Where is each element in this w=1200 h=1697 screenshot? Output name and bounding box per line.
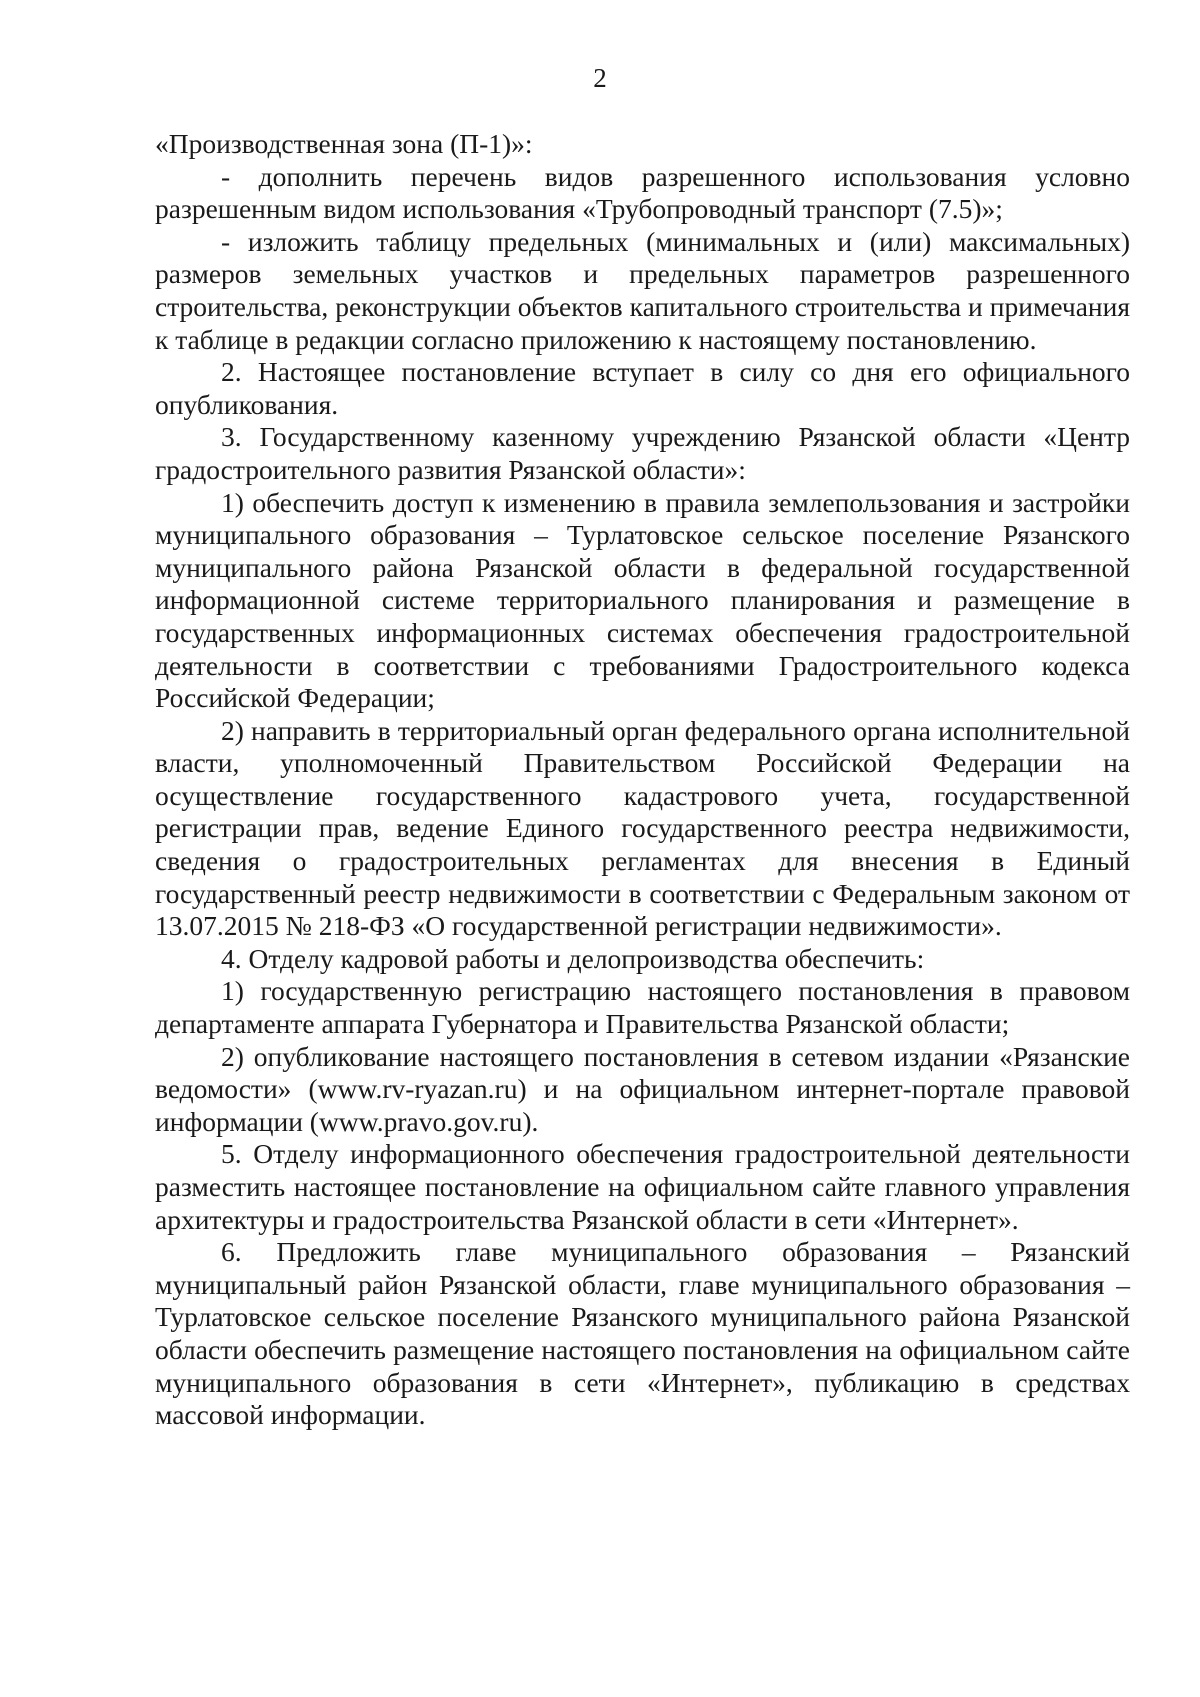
paragraph-item-6: 6. Предложить главе муниципального образования – Рязанский муниципальный район Рязанской области, главе муниципального образования – Турлатовское сельское поселение Рязанского муниципального района Рязанской области обеспечить размещение настоящего постановления на официальном сайте муниципального образования в сети «Интернет», публикацию в средствах массовой информации. bbox=[155, 1236, 1130, 1431]
zone-heading-paragraph: «Производственная зона (П-1)»: bbox=[155, 128, 533, 159]
paragraph-item-5: 5. Отделу информационного обеспечения градостроительной деятельности разместить настоящее постановление на официальном сайте главного управления архитектуры и градостроительства Рязанской области в сети «Интернет». bbox=[155, 1138, 1130, 1235]
paragraph-item-4-1: 1) государственную регистрацию настоящего постановления в правовом департаменте аппарата Губернатора и Правительства Рязанской области; bbox=[155, 975, 1130, 1040]
page-number: 2 bbox=[593, 63, 607, 93]
paragraph-item-3-2: 2) направить в территориальный орган федерального органа исполнительной власти, уполномоченный Правительством Российской Федерации на осуществление государственного кадастрового учета, государственной регистрации прав, ведение Единого государственного реестра недвижимости, сведения о градостроительных регламентах для внесения в Единый государственный реестр недвижимости в соответствии с Федеральным законом от 13.07.2015 № 218-ФЗ «О государственной регистрации недвижимости». bbox=[155, 714, 1130, 942]
paragraph-item-4: 4. Отделу кадровой работы и делопроизводства обеспечить: bbox=[221, 942, 925, 974]
paragraph-item-2: 2. Настоящее постановление вступает в силу со дня его официального опубликования. bbox=[155, 356, 1130, 420]
paragraph-item-4-2: 2) опубликование настоящего постановления в сетевом издании «Рязанские ведомости» (www.rv-ryazan.ru) и на официальном интернет-портале правовой информации (www.pravo.gov.ru). bbox=[155, 1040, 1130, 1137]
paragraph-add-permitted-use: - дополнить перечень видов разрешенного использования условно разрешенным видом использования «Трубопроводный транспорт (7.5)»; bbox=[155, 160, 1130, 225]
document-body bbox=[155, 128, 1130, 1432]
paragraph-item-3: 3. Государственному казенному учреждению Рязанской области «Центр градостроительного развития Рязанской области»: bbox=[155, 421, 1130, 485]
paragraph-table-revision: - изложить таблицу предельных (минимальных и (или) максимальных) размеров земельных участков и предельных параметров разрешенного строительства, реконструкции объектов капитального строительства и примечания к таблице в редакции согласно приложению к настоящему постановлению. bbox=[155, 225, 1130, 355]
paragraph-item-3-1: 1) обеспечить доступ к изменению в правила землепользования и застройки муниципального образования – Турлатовское сельское поселение Рязанского муниципального района Рязанской области в федеральной государственной информационной системе территориального планирования и размещение в государственных информационных системах обеспечения градостроительной деятельности в соответствии с требованиями Градостроительного кодекса Российской Федерации; bbox=[155, 486, 1130, 714]
